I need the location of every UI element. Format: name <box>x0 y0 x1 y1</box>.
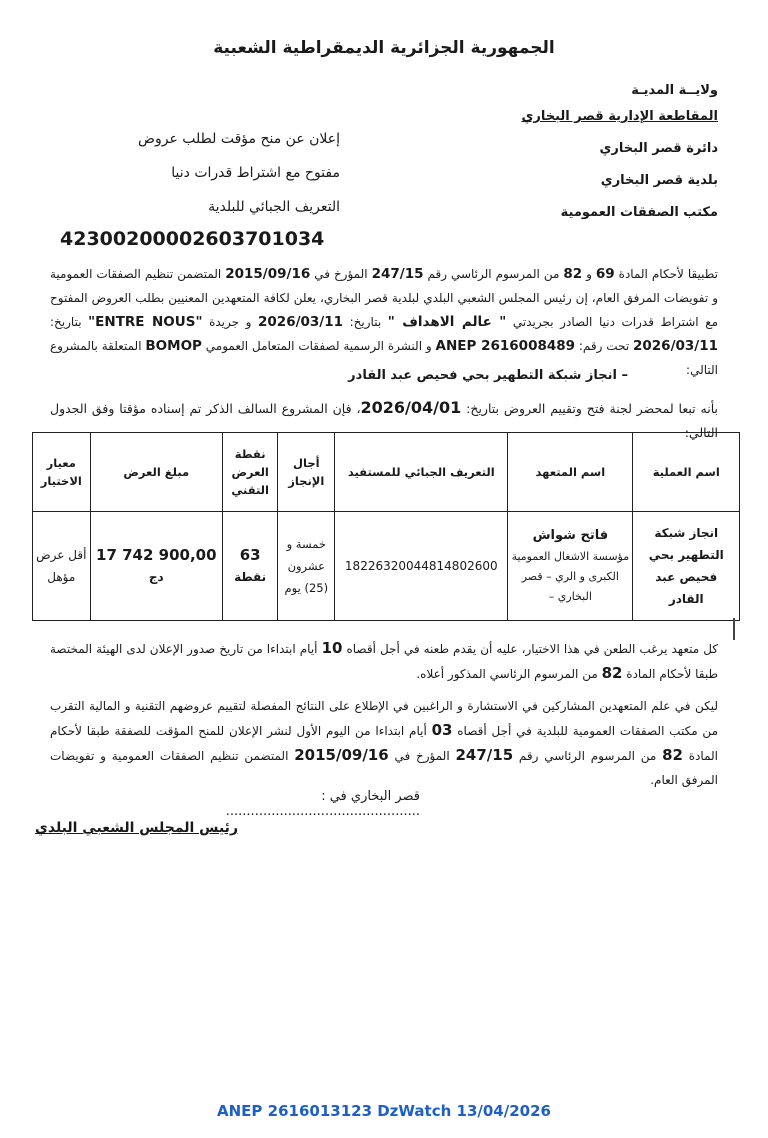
article-number: 69 <box>595 266 615 282</box>
text-segment: كل متعهد يرغب الطعن في هذا الاختيار، عليه أن يقدم طعنه في أجل أقصاه <box>342 642 718 656</box>
text-segment: و <box>582 267 596 281</box>
admin-header-line: بلدية قصر البخاري <box>600 173 718 188</box>
header-tax-id: التعريف الجبائي للمستفيد <box>335 433 508 512</box>
article-number: 82 <box>662 746 683 764</box>
decree-date: 2015/09/16 <box>225 266 311 282</box>
article-number: 82 <box>563 266 583 282</box>
text-segment: المؤرخ في <box>310 267 372 281</box>
cell-operation: انجاز شبكة التطهير بحي فحيص عبد القادر <box>633 512 740 621</box>
text-segment: و جريدة <box>202 315 259 329</box>
text-segment: أيام ابتداءا من تاريخ صدور الإعلان لدى الهيئة المختصة طبقا لأحكام المادة <box>50 642 718 681</box>
cell-tax-id: 18226320044814802600 <box>335 512 508 621</box>
header-amount: مبلغ العرض <box>90 433 222 512</box>
announcement-line: التعريف الجبائي للبلدية <box>208 199 340 215</box>
text-segment: بتاريخ: <box>50 315 89 329</box>
decree-date: 2015/09/16 <box>294 746 389 764</box>
amount-unit: دج <box>148 570 164 584</box>
text-segment: ليكن في علم المتعهدين المشاركين في الاستشارة و الراغبين في الإطلاع على النتائج المفصلة لتقييم عروضهم التقنية و المالية التقرب من مكتب الصفقات العمومية للبلدية في أجل أقصاه <box>50 699 718 738</box>
text-segment: المتعلقة بالمشروع التالي: <box>50 339 718 377</box>
bidder-detail: مؤسسة الاشغال العمومية الكبرى و الري – قصر البخاري – <box>511 550 630 603</box>
text-segment: ، فإن المشروع السالف الذكر تم إسناده مؤقتا وفق الجدول التالي: <box>50 401 718 440</box>
table-row <box>33 512 740 621</box>
text-segment: المؤرخ في <box>388 749 456 763</box>
text-segment: تطبيقا لأحكام المادة <box>614 267 718 281</box>
margin-mark <box>733 618 735 640</box>
admin-header-line: ولايــة المديـة <box>631 83 718 98</box>
decree-number: 247/15 <box>455 746 514 764</box>
paragraph-legal-basis <box>50 262 718 382</box>
text-segment: بأنه تبعا لمحضر لجنة فتح وتقييم العروض بتاريخ: <box>461 401 718 416</box>
header-criterion: معيار الاختيار <box>33 433 91 512</box>
paragraph-appeal <box>50 636 718 686</box>
admin-header-line: مكتب الصفقات العمومية <box>560 205 718 220</box>
announcement-line: مفتوح مع اشتراط قدرات دنيا <box>171 165 340 181</box>
table-header-row <box>33 433 740 512</box>
text-segment: المتضمن تنظيم الصفقات العمومية و تفويضات المرفق العام. <box>50 749 718 787</box>
text-segment: و النشرة الرسمية لصفقات المتعامل العمومي <box>201 339 436 353</box>
newspaper-name: "ENTRE NOUS" <box>88 314 203 330</box>
decree-number: 247/15 <box>371 266 424 282</box>
cell-criterion: أقل عرض مؤهل <box>33 512 91 621</box>
text-segment: من المرسوم الرئاسي المذكور أعلاه. <box>416 667 602 681</box>
results-days: 03 <box>431 721 453 739</box>
paragraph-results <box>50 694 718 792</box>
cell-amount <box>90 512 222 621</box>
signature-title: رئيس المجلس الشعبي البلدي <box>35 820 238 836</box>
text-segment: من المرسوم الرئاسي رقم <box>513 749 663 763</box>
score-unit: نقطة <box>234 570 267 584</box>
tax-id-number: 42300200002603701034 <box>60 228 325 250</box>
announcement-line: إعلان عن منح مؤقت لطلب عروض <box>138 131 340 147</box>
article-number: 82 <box>601 664 623 682</box>
header-score: نقطة العرض التقني <box>222 433 277 512</box>
newspaper-name: " عالم الاهداف " <box>387 314 507 330</box>
admin-header-line: المقاطعة الإدارية قصر البخاري <box>521 109 718 124</box>
admin-header-line: دائرة قصر البخاري <box>599 141 718 156</box>
cell-duration: خمسة و عشرون (25) يوم <box>278 512 335 621</box>
award-table <box>32 432 740 621</box>
appeal-days: 10 <box>321 639 343 657</box>
announcement-block <box>60 124 340 222</box>
header-operation: اسم العملية <box>633 433 740 512</box>
evaluation-date: 2026/04/01 <box>360 398 462 417</box>
amount-value: 17 742 900,00 <box>96 546 217 564</box>
signature-place: قصر البخاري في : ............................................... <box>225 789 420 819</box>
anep-number: ANEP 2616008489 <box>435 338 576 354</box>
header-bidder: اسم المتعهد <box>508 433 633 512</box>
bomop-label: BOMOP <box>145 338 202 354</box>
admin-header <box>418 78 718 226</box>
cell-score <box>222 512 277 621</box>
header-duration: أجال الإنجاز <box>278 433 335 512</box>
republic-title: الجمهورية الجزائرية الديمقراطية الشعبية <box>213 38 555 58</box>
footer-reference: ANEP 2616013123 DzWatch 13/04/2026 <box>217 1102 551 1120</box>
text-segment: أيام ابتداءا من اليوم الأول لنشر الإعلان للمنح المؤقت للصفقة طبقا لأحكام المادة <box>50 724 718 763</box>
text-segment: المتضمن تنظيم الصفقات العمومية و تفويضات المرفق العام، إن رئيس المجلس الشعبي البلدي لبلدية قصر البخاري، يعلن لكافة المتعهدين المعنيين بطلب العروض المفتوح مع اشتراط قدرات دنيا الصادر بجريدتي <box>50 267 719 329</box>
score-value: 63 <box>239 546 261 564</box>
text-segment: بتاريخ: <box>343 315 388 329</box>
publication-date: 2026/03/11 <box>633 338 719 354</box>
text-segment: تحت رقم: <box>575 339 633 353</box>
text-segment: من المرسوم الرئاسي رقم <box>423 267 564 281</box>
publication-date: 2026/03/11 <box>258 314 344 330</box>
cell-bidder <box>508 512 633 621</box>
project-line: – انجاز شبكة التطهير بحي فحيص عبد القادر <box>348 368 628 383</box>
bidder-name: فاتح شواش <box>532 528 609 543</box>
